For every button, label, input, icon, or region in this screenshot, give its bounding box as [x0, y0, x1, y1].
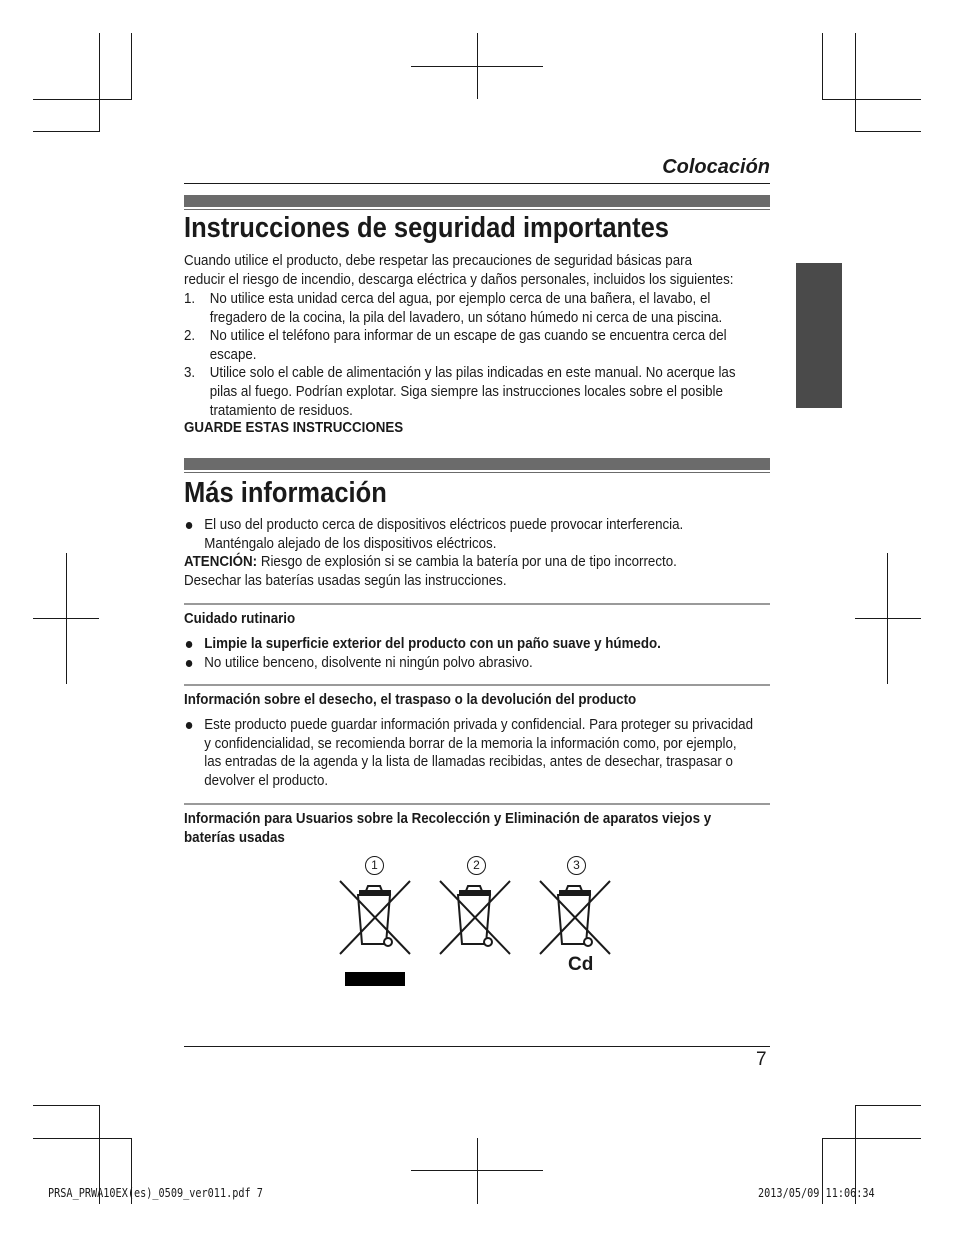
safety-intro: Cuando utilice el producto, debe respetar las precauciones de seguridad básicas para reducir el riesgo de incendio, descarga eléctrica y daños personales, incluidos los siguientes: — [184, 253, 734, 288]
section-header: Colocación — [662, 156, 770, 178]
list-item: 2. No utilice el teléfono para informar de un escape de gas cuando se encuentra cerca del escape. — [184, 328, 727, 363]
chemical-symbol: Cd — [568, 954, 594, 975]
users-title: Información para Usuarios sobre la Recolección y Eliminación de aparatos viejos y baterías usadas — [184, 811, 712, 846]
care-title: Cuidado rutinario — [184, 611, 296, 627]
safety-title: Instrucciones de seguridad importantes — [184, 212, 670, 244]
footer-rule — [184, 1046, 770, 1047]
list-item: 1. No utilice esta unidad cerca del agua, por ejemplo cerca de una bañera, el lavabo, el fregadero de la cocina, la pila del lavadero, un sótano húmedo ni cerca de una piscina. — [184, 291, 723, 326]
black-bar — [345, 972, 405, 986]
crossed-bin-icon — [540, 881, 610, 954]
symbol-label-1: 1 — [365, 856, 384, 875]
sub-rule — [184, 603, 770, 605]
sub-rule — [184, 803, 770, 805]
section-bar — [184, 195, 770, 207]
list-item: El uso del producto cerca de dispositivos eléctricos puede provocar interferencia. Manténgalo alejado de los dispositivos eléctricos. — [184, 516, 754, 553]
page-number: 7 — [756, 1049, 767, 1070]
disposal-title: Información sobre el desecho, el traspaso o la devolución del producto — [184, 692, 637, 708]
crossed-bin-icon — [340, 881, 410, 954]
list-item: Este producto puede guardar información privada y confidencial. Para proteger su privacidad y confidencialidad, se recomienda borrar de la memoria la información como, por ejemplo, las entradas de la agenda y la lista de llamadas recibidas, antes de desechar, traspasar o devolver el producto. — [184, 716, 754, 790]
symbol-label-2: 2 — [467, 856, 486, 875]
list-item: No utilice benceno, disolvente ni ningún polvo abrasivo. — [184, 654, 754, 673]
keep-instructions: GUARDE ESTAS INSTRUCCIONES — [184, 420, 404, 436]
safety-list — [184, 290, 754, 420]
list-item: Limpie la superficie exterior del producto con un paño suave y húmedo. — [184, 635, 754, 654]
more-bullets — [184, 516, 754, 553]
section-bar — [184, 458, 770, 470]
care-bullets — [184, 635, 754, 672]
more-title: Más información — [184, 477, 387, 509]
footer-filename: PRSA_PRWA10EX(es)_0509_ver011.pdf 7 — [48, 1186, 263, 1200]
sub-rule — [184, 684, 770, 686]
footer-date: 2013/05/09 11:06:34 — [758, 1186, 875, 1200]
caution-text: ATENCIÓN: Riesgo de explosión si se cambia la batería por una de tipo incorrecto. Desechar las baterías usadas según las instrucciones. — [184, 554, 677, 589]
disposal-bullets — [184, 716, 754, 790]
side-tab — [796, 263, 842, 408]
header-rule — [184, 183, 770, 184]
list-item: 3. Utilice solo el cable de alimentación y las pilas indicadas en este manual. No acerque las pilas al fuego. Podrían explotar. Siga siempre las instrucciones locales sobre el posible tratamiento de residuos. — [184, 365, 736, 419]
crossed-bin-icon — [440, 881, 510, 954]
symbol-label-3: 3 — [567, 856, 586, 875]
